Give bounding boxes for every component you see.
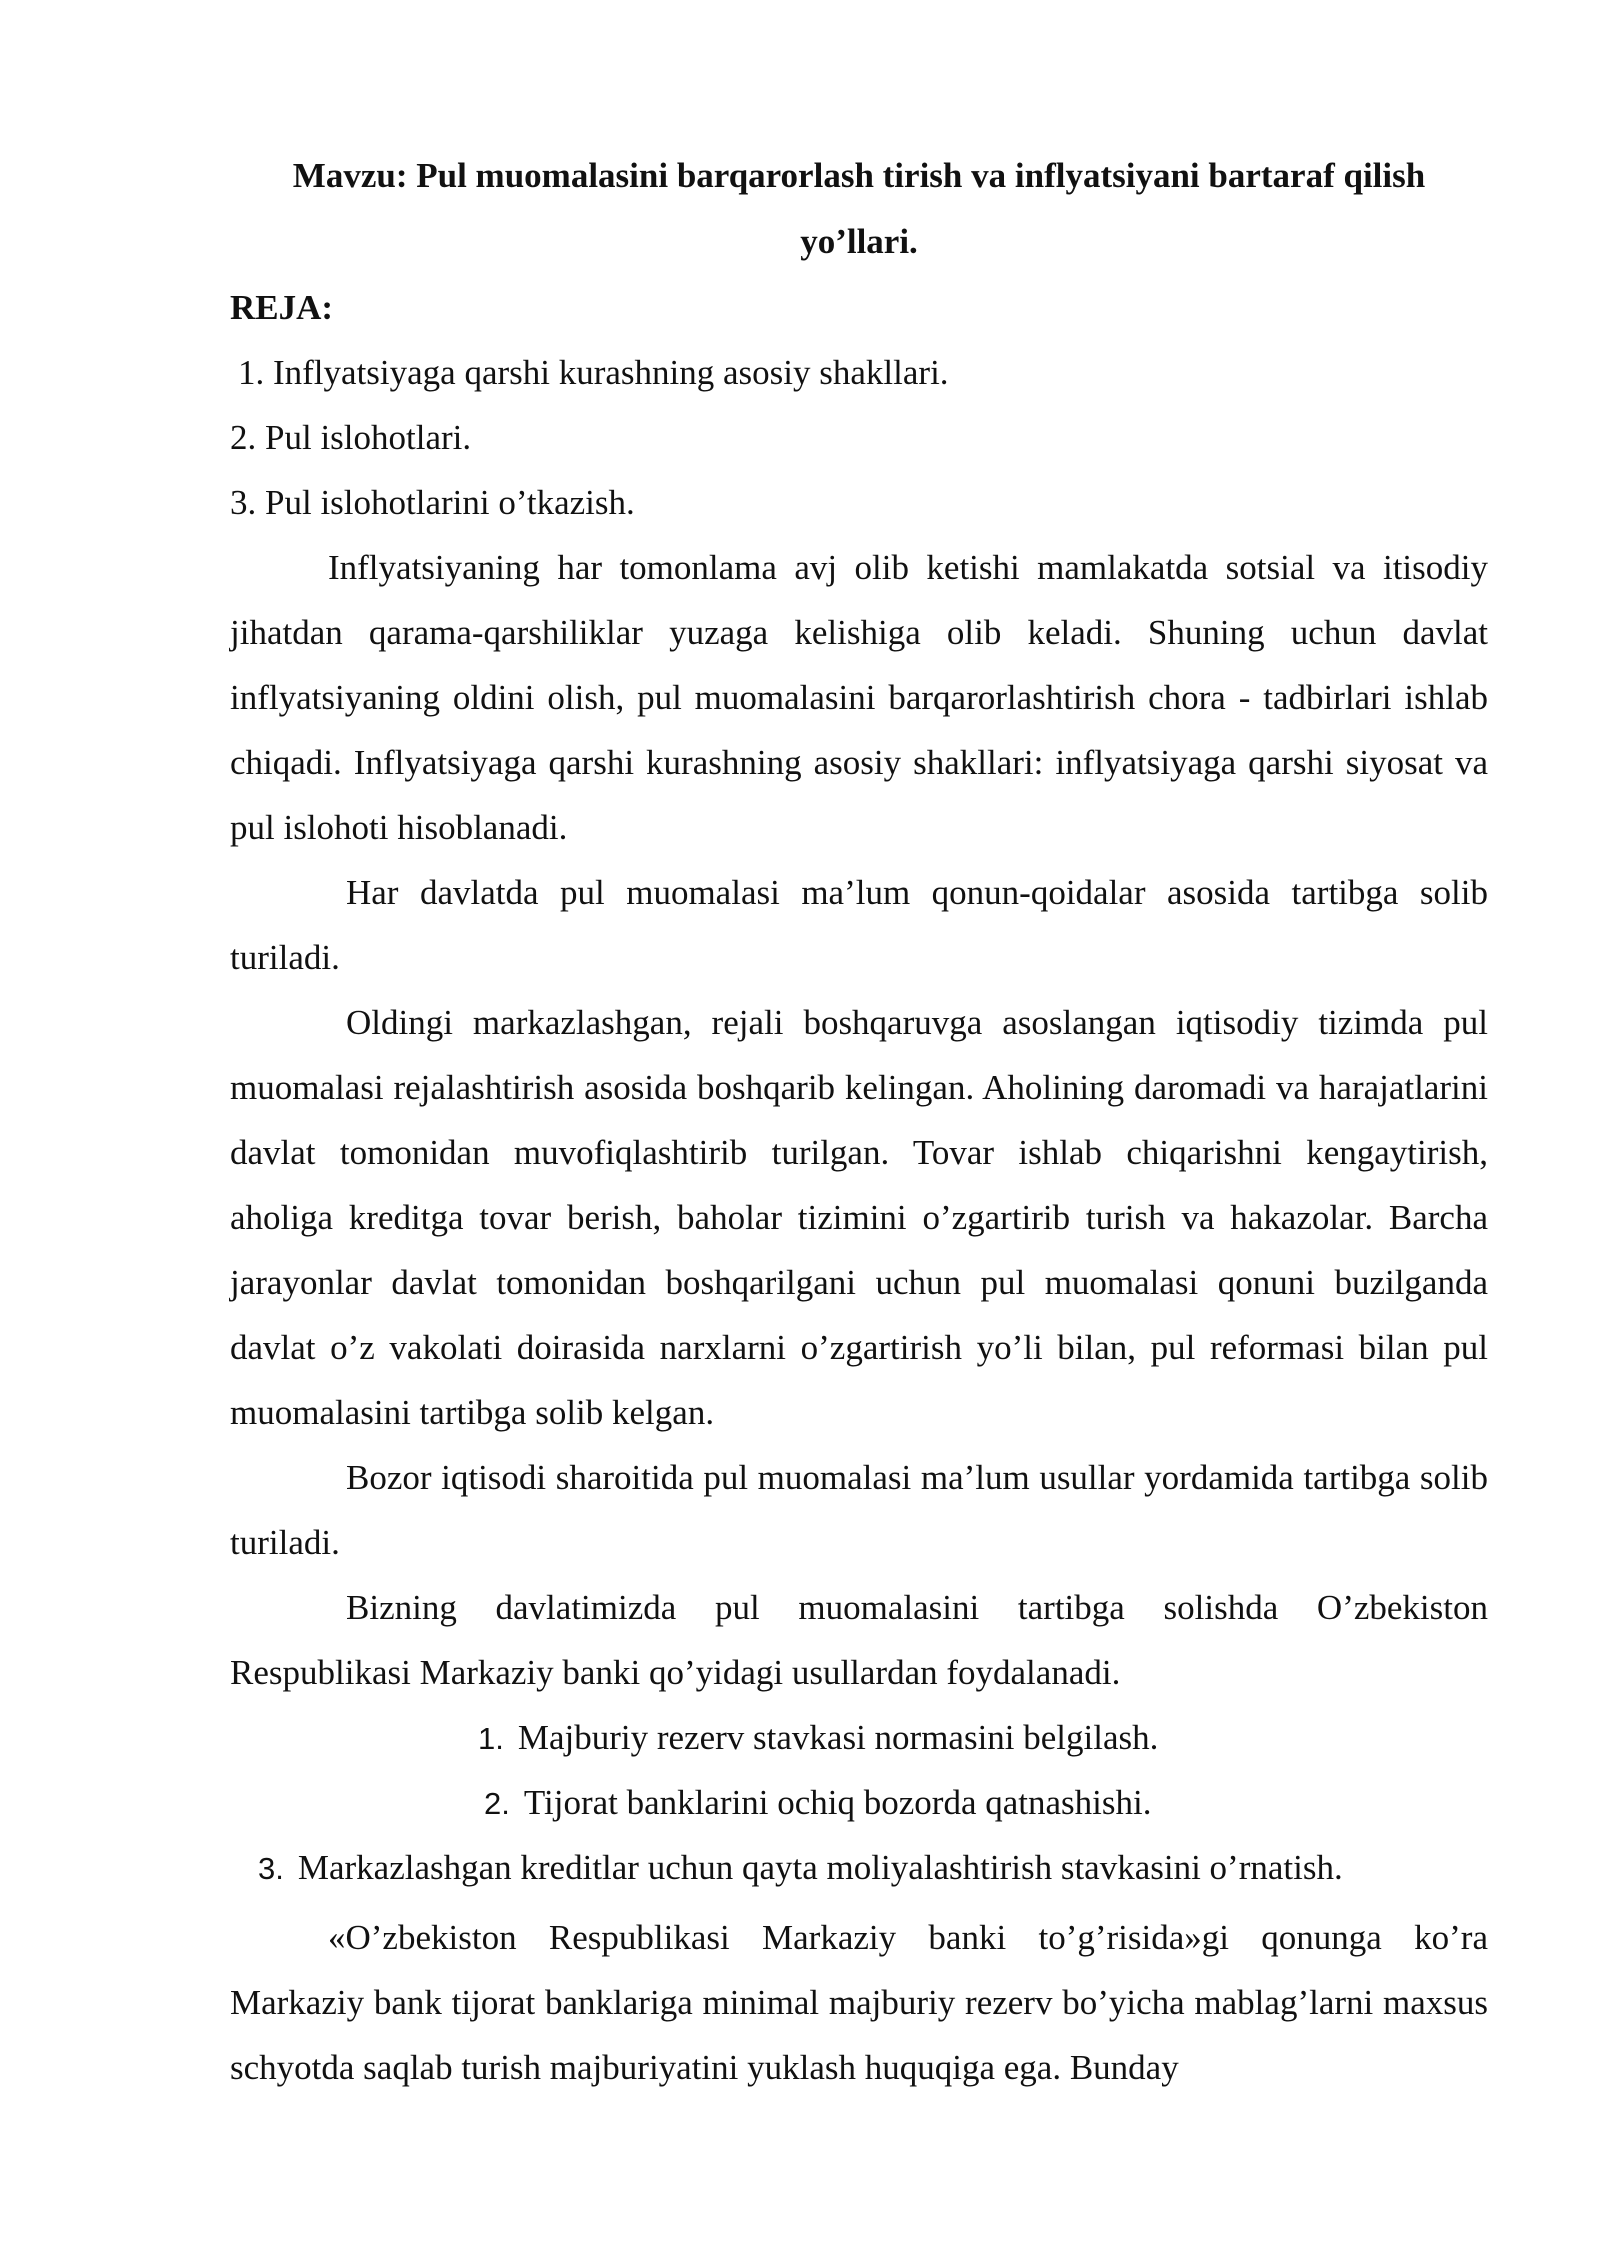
paragraph-central-bank: Bizning davlatimizda pul muomalasini tartibga solishda O’zbekiston Respublikasi Markaziy banki qo’yidagi usullardan foydalanadi. <box>230 1588 1488 1692</box>
paragraph-reserve-requirements: «O’zbekiston Respublikasi Markaziy banki to’g’risida»gi qonunga ko’ra Markaziy bank tijorat banklariga minimal majburiy rezerv bo’yicha mablag’larni maxsus schyotda saqlab turish majburiyatini yuklash huquqiga ega. Bunday <box>230 1918 1488 2087</box>
method-number: 2. <box>484 1786 510 1821</box>
plan-item: 1. Inflyatsiyaga qarshi kurashning asosiy shakllari. <box>238 353 949 392</box>
paragraph-centralized-system: Oldingi markazlashgan, rejali boshqaruvga asoslangan iqtisodiy tizimda pul muomalasi rejalashtirish asosida boshqarib kelingan. Aholining daromadi va harajatlarini davlat tomonidan muvofiqlashtirib turilgan. Tovar ishlab chiqarishni kengaytirish, aholiga kreditga tovar berish, baholar tizimini o’zgartirib turish va hakazolar. Barcha jarayonlar davlat tomonidan boshqarilgani uchun pul muomalasi qonuni buzilganda davlat o’z vakolati doirasida narxlarni o’zgartirish yo’li bilan, pul reformasi bilan pul muomalasini tartibga solib kelgan. <box>230 1003 1488 1432</box>
document-title: Mavzu: Pul muomalasini barqarorlash tirish va inflyatsiyani bartaraf qilish yo’llari. <box>292 156 1426 261</box>
method-number: 1. <box>478 1721 504 1756</box>
plan-item: 2. Pul islohotlari. <box>230 418 472 457</box>
method-item <box>258 1835 1343 1901</box>
method-text: Majburiy rezerv stavkasi normasini belgilash. <box>517 1718 1159 1757</box>
paragraph-inflation: Inflyatsiyaning har tomonlama avj olib ketishi mamlakatda sotsial va itisodiy jihatdan qarama-qarshiliklar yuzaga kelishiga olib keladi. Shuning uchun davlat inflyatsiyaning oldini olish, pul muomalasini barqarorlashtirish chora - tadbirlari ishlab chiqadi. Inflyatsiyaga qarshi kurashning asosiy shakllari: inflyatsiyaga qarshi siyosat va pul islohoti hisoblanadi. <box>230 548 1488 847</box>
plan-heading: REJA: <box>230 288 334 327</box>
method-text: Markazlashgan kreditlar uchun qayta moliyalashtirish stavkasini o’rnatish. <box>297 1848 1343 1887</box>
paragraph-regulation: Har davlatda pul muomalasi ma’lum qonun-qoidalar asosida tartibga solib turiladi. <box>230 873 1488 977</box>
method-number: 3. <box>258 1851 284 1886</box>
plan-item: 3. Pul islohotlarini o’tkazish. <box>230 483 635 522</box>
method-text: Tijorat banklarini ochiq bozorda qatnashishi. <box>523 1783 1152 1822</box>
paragraph-market-economy: Bozor iqtisodi sharoitida pul muomalasi ma’lum usullar yordamida tartibga solib turiladi. <box>230 1458 1488 1562</box>
method-item <box>478 1705 1158 1771</box>
method-item <box>484 1770 1151 1836</box>
